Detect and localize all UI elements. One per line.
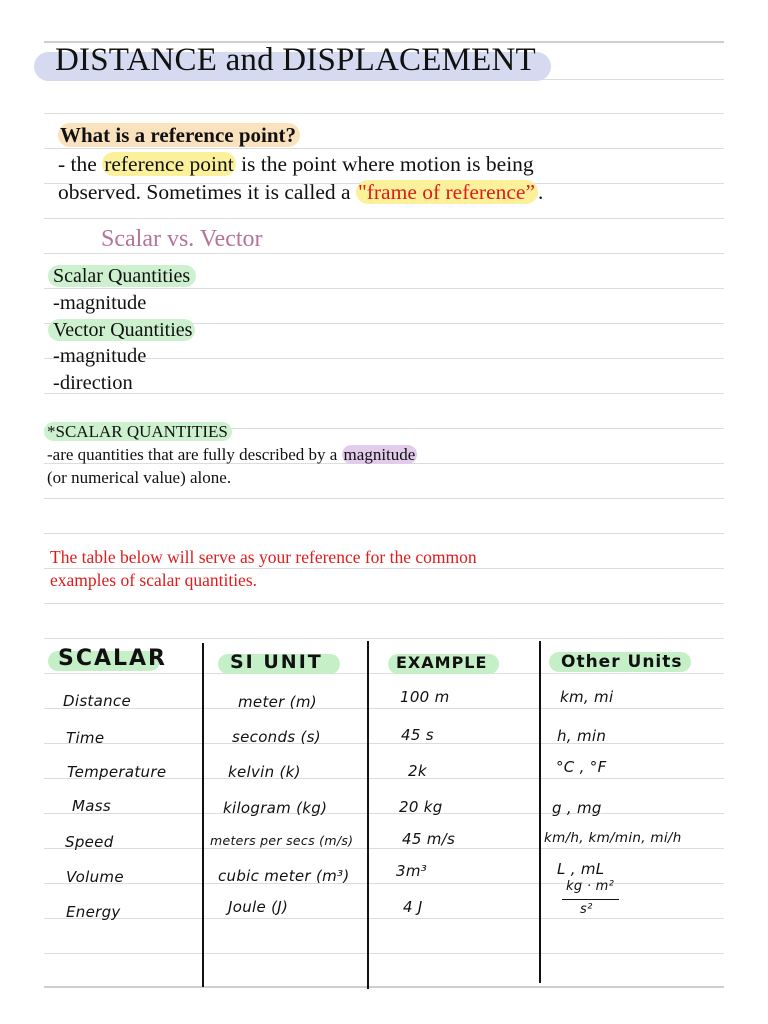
scalar-definition-line-1: [47, 445, 417, 465]
row-time-other: h, min: [557, 727, 607, 745]
row-volume-scalar: Volume: [66, 868, 124, 886]
row-distance-si-unit: meter (m): [238, 693, 317, 711]
header-example: EXAMPLE: [396, 653, 488, 672]
energy-unit-numerator: kg · m²: [566, 879, 615, 894]
header-other-units: Other Units: [561, 652, 683, 672]
row-volume-si-unit: cubic meter (m³): [218, 867, 350, 885]
row-energy-example: 4 J: [403, 898, 423, 916]
reference-line-2-prefix: observed. Sometimes it is called a: [58, 180, 356, 204]
table-divider-1: [202, 643, 204, 987]
table-divider-3: [539, 641, 541, 983]
row-energy-si-unit: Joule (J): [228, 898, 289, 916]
vector-item-direction: -direction: [53, 372, 133, 394]
scalar-definition-line-1-prefix: -are quantities that are fully described by a: [47, 445, 342, 464]
reference-line-2-suffix: .: [538, 180, 544, 204]
row-volume-example: 3m³: [396, 862, 428, 880]
table-note-line-2: examples of scalar quantities.: [50, 570, 258, 590]
row-speed-other: km/h, km/min, mi/h: [544, 830, 682, 846]
row-speed-example: 45 m/s: [402, 830, 456, 848]
header-si-unit: SI UNIT: [230, 651, 323, 673]
row-mass-other: g , mg: [552, 799, 602, 817]
scalar-quantities-label: [48, 265, 196, 288]
frame-of-reference-highlight: [356, 180, 538, 204]
row-mass-si-unit: kilogram (kg): [223, 799, 328, 817]
magnitude-highlight: magnitude: [343, 445, 416, 464]
row-temperature-example: 2k: [408, 762, 427, 780]
table-divider-2: [367, 641, 369, 989]
header-scalar: SCALAR: [58, 646, 168, 671]
scalar-definition-heading: [44, 422, 232, 442]
quote-open: ": [357, 180, 367, 204]
frame-of-reference-text: frame of reference: [366, 180, 526, 204]
row-time-si-unit: seconds (s): [232, 728, 321, 746]
row-distance-other: km, mi: [560, 688, 614, 706]
row-mass-scalar: Mass: [72, 797, 111, 815]
energy-fraction-bar: [562, 899, 619, 900]
quote-close: ”: [525, 180, 536, 204]
reference-line-1: [58, 152, 534, 177]
row-time-example: 45 s: [401, 726, 434, 744]
row-temperature-scalar: Temperature: [67, 763, 167, 781]
reference-line-2: [58, 180, 543, 205]
row-time-scalar: Time: [66, 729, 105, 747]
scalar-vs-vector-heading: Scalar vs. Vector: [101, 226, 263, 252]
row-speed-scalar: Speed: [65, 833, 114, 851]
question-text: What is a reference point?: [58, 123, 300, 147]
vector-quantities-label: [48, 319, 195, 342]
row-temperature-si-unit: kelvin (k): [228, 763, 301, 781]
scalar-quantities-text: Scalar Quantities: [48, 265, 196, 287]
row-distance-example: 100 m: [400, 688, 450, 706]
row-distance-scalar: Distance: [63, 692, 131, 710]
row-temperature-other: °C , °F: [556, 758, 607, 776]
row-speed-si-unit: meters per secs (m/s): [210, 833, 354, 848]
energy-unit-denominator: s²: [580, 902, 593, 917]
row-volume-other: L , mL: [557, 860, 605, 878]
scalar-definition-line-2: (or numerical value) alone.: [47, 468, 232, 487]
reference-line-1-suffix: is the point where motion is being: [235, 152, 534, 176]
page-title: DISTANCE and DISPLACEMENT: [55, 42, 536, 78]
table-note-line-1: The table below will serve as your reference for the common: [50, 547, 477, 567]
reference-line-1-prefix: - the: [58, 152, 103, 176]
scalar-definition-heading-text: *SCALAR QUANTITIES: [44, 422, 232, 441]
reference-question: [58, 123, 300, 148]
vector-item-magnitude: -magnitude: [53, 345, 147, 367]
row-energy-scalar: Energy: [66, 903, 121, 921]
scalar-item-magnitude: -magnitude: [53, 292, 147, 314]
reference-point-highlight: reference point: [104, 152, 234, 176]
row-mass-example: 20 kg: [399, 798, 443, 816]
vector-quantities-text: Vector Quantities: [48, 319, 195, 341]
